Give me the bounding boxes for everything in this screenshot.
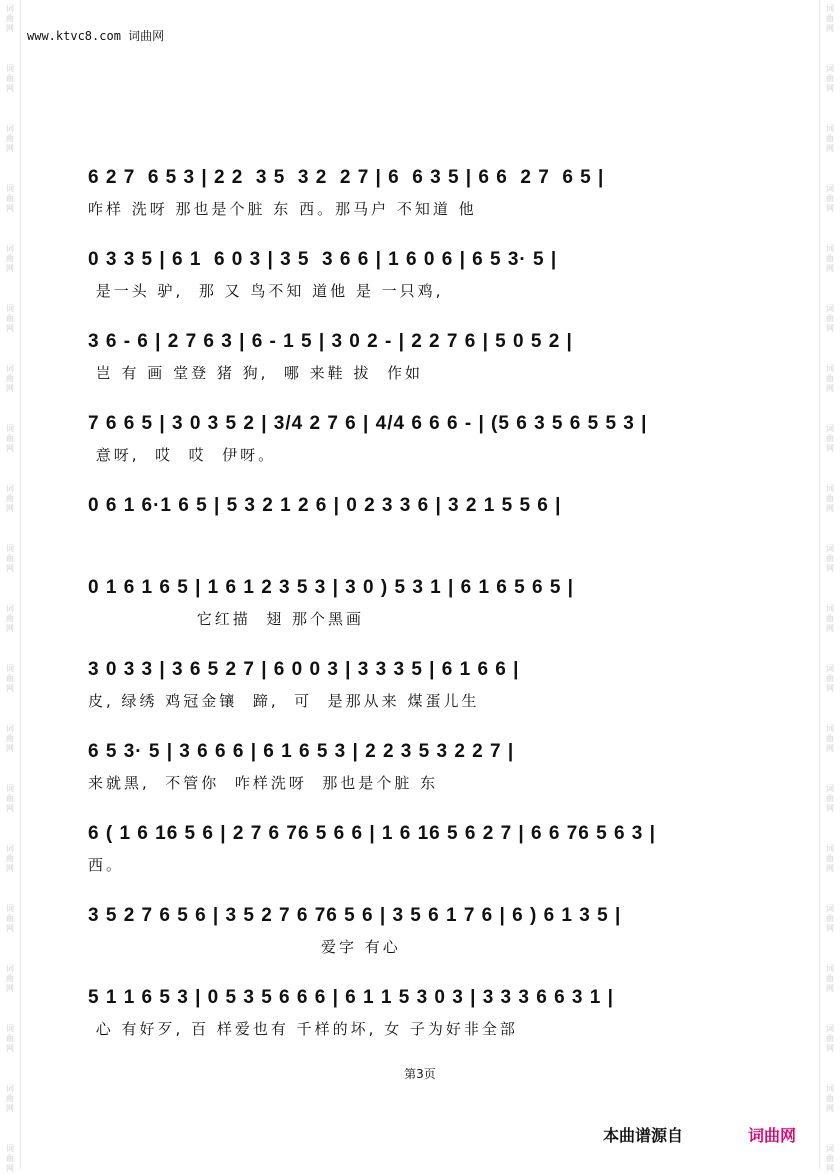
notation-line: 7 6 6 5 | 3 0 3 5 2 | 3/4 2 7 6 | 4/4 6 6 6 - | (5 6 3 5 6 5 5 3 | xyxy=(88,413,648,434)
watermark-glyphs: 词 曲 网 xyxy=(826,1024,834,1053)
watermark-glyphs: 词 曲 网 xyxy=(6,4,14,33)
watermark-glyphs: 词 曲 网 xyxy=(6,364,14,393)
notation-line: 0 6 1 6·1 6 5 | 5 3 2 1 2 6 | 0 2 3 3 6 | 3 2 1 5 5 6 | xyxy=(88,495,562,516)
watermark-glyphs: 词 曲 网 xyxy=(6,604,14,633)
notation-line: 6 2 7 6 5 3 | 2 2 3 5 3 2 2 7 | 6 6 3 5 | 6 6 2 7 6 5 | xyxy=(88,167,605,188)
notation-line: 5 1 1 6 5 3 | 0 5 3 5 6 6 6 | 6 1 1 5 3 0 3 | 3 3 3 6 6 3 1 | xyxy=(88,987,614,1008)
watermark-glyphs: 词 曲 网 xyxy=(826,304,834,333)
watermark-glyphs: 词 曲 网 xyxy=(6,424,14,453)
lyric-line: 它红描 翅 那个黑画 xyxy=(88,610,365,628)
watermark-glyphs: 词 曲 网 xyxy=(826,184,834,213)
site-name: 词曲网 xyxy=(128,29,165,43)
watermark-glyphs: 词 曲 网 xyxy=(6,844,14,873)
watermark-glyphs: 词 曲 网 xyxy=(6,904,14,933)
watermark-glyphs: 词 曲 网 xyxy=(826,844,834,873)
right-watermark-strip xyxy=(819,0,840,1173)
lyric-line: 皮, 绿绣 鸡冠金镶 蹄, 可 是那从来 煤蛋儿生 xyxy=(88,692,480,710)
watermark-glyphs: 词 曲 网 xyxy=(826,724,834,753)
watermark-glyphs: 词 曲 网 xyxy=(6,964,14,993)
watermark-glyphs: 词 曲 网 xyxy=(826,424,834,453)
source-label: 本曲谱源自 xyxy=(603,1126,684,1145)
watermark-glyphs: 词 曲 网 xyxy=(6,1024,14,1053)
page-number: 第3页 xyxy=(404,1067,436,1081)
watermark-glyphs: 词 曲 网 xyxy=(6,124,14,153)
watermark-glyphs: 词 曲 网 xyxy=(826,784,834,813)
left-watermark-strip xyxy=(0,0,21,1173)
watermark-glyphs: 词 曲 网 xyxy=(6,304,14,333)
notation-line: 3 0 3 3 | 3 6 5 2 7 | 6 0 0 3 | 3 3 3 5 | 6 1 6 6 | xyxy=(88,659,520,680)
notation-line: 6 5 3· 5 | 3 6 6 6 | 6 1 6 5 3 | 2 2 3 5 3 2 2 7 | xyxy=(88,741,515,762)
watermark-glyphs: 词 曲 网 xyxy=(6,1144,14,1173)
watermark-glyphs: 词 曲 网 xyxy=(6,784,14,813)
notation-line: 3 6 - 6 | 2 7 6 3 | 6 - 1 5 | 3 0 2 - | 2 2 7 6 | 5 0 5 2 | xyxy=(88,331,573,352)
watermark-glyphs: 词 曲 网 xyxy=(6,64,14,93)
watermark-glyphs: 词 曲 网 xyxy=(826,364,834,393)
lyric-line: 岂 有 画 堂登 猪 狗, 哪 来鞋 拔 作如 xyxy=(88,364,423,382)
lyric-line: 咋样 洗呀 那也是个脏 东 西。那马户 不知道 他 xyxy=(88,200,477,218)
brand-logo-text[interactable]: 词曲网 xyxy=(748,1126,797,1145)
lyric-line: 心 有好歹, 百 样爱也有 千样的坏, 女 子为好非全部 xyxy=(88,1020,518,1038)
watermark-glyphs: 词 曲 网 xyxy=(6,244,14,273)
site-url[interactable]: www.ktvc8.com xyxy=(27,29,121,43)
watermark-glyphs: 词 曲 网 xyxy=(826,64,834,93)
watermark-glyphs: 词 曲 网 xyxy=(826,1144,834,1173)
lyric-line: 西。 xyxy=(88,856,125,874)
watermark-glyphs: 词 曲 网 xyxy=(6,184,14,213)
watermark-glyphs: 词 曲 网 xyxy=(826,904,834,933)
lyric-line: 意呀, 哎 哎 伊呀。 xyxy=(88,446,277,464)
watermark-glyphs: 词 曲 网 xyxy=(826,124,834,153)
site-header xyxy=(27,27,164,44)
watermark-glyphs: 词 曲 网 xyxy=(6,724,14,753)
watermark-glyphs: 词 曲 网 xyxy=(826,484,834,513)
notation-line: 6 ( 1 6 16 5 6 | 2 7 6 76 5 6 6 | 1 6 16 5 6 2 7 | 6 6 76 5 6 3 | xyxy=(88,823,656,844)
watermark-glyphs: 词 曲 网 xyxy=(826,544,834,573)
watermark-glyphs: 词 曲 网 xyxy=(6,1084,14,1113)
notation-line: 0 3 3 5 | 6 1 6 0 3 | 3 5 3 6 6 | 1 6 0 6 | 6 5 3· 5 | xyxy=(88,249,558,270)
lyric-line: 来就黑, 不管你 咋样洗呀 那也是个脏 东 xyxy=(88,774,439,792)
watermark-glyphs: 词 曲 网 xyxy=(826,1084,834,1113)
notation-line: 3 5 2 7 6 5 6 | 3 5 2 7 6 76 5 6 | 3 5 6 1 7 6 | 6 ) 6 1 3 5 | xyxy=(88,905,622,926)
watermark-glyphs: 词 曲 网 xyxy=(826,244,834,273)
notation-line: 0 1 6 1 6 5 | 1 6 1 2 3 5 3 | 3 0 ) 5 3 1 | 6 1 6 5 6 5 | xyxy=(88,577,575,598)
watermark-glyphs: 词 曲 网 xyxy=(826,664,834,693)
watermark-glyphs: 词 曲 网 xyxy=(826,4,834,33)
lyric-line: 爱字 有心 xyxy=(88,938,401,956)
watermark-glyphs: 词 曲 网 xyxy=(826,964,834,993)
watermark-glyphs: 词 曲 网 xyxy=(6,484,14,513)
watermark-glyphs: 词 曲 网 xyxy=(826,604,834,633)
lyric-line: 是一头 驴, 那 又 鸟不知 道他 是 一只鸡, xyxy=(88,282,444,300)
watermark-glyphs: 词 曲 网 xyxy=(6,544,14,573)
watermark-glyphs: 词 曲 网 xyxy=(6,664,14,693)
